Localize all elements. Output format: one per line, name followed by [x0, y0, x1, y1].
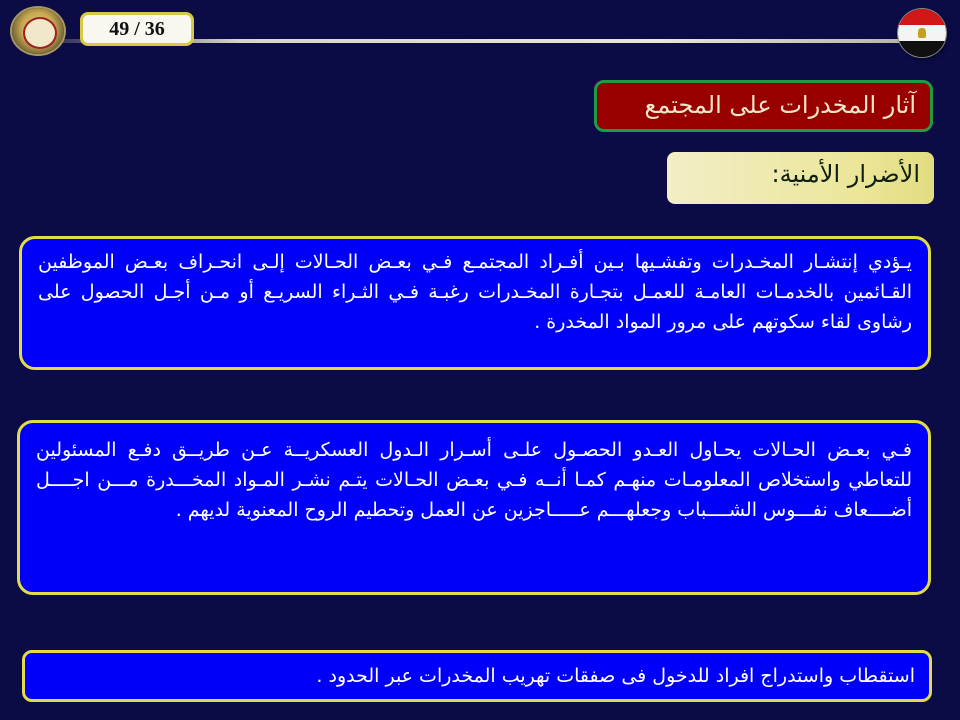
military-emblem-icon — [12, 8, 64, 54]
paragraph-box-3: استقطاب واستدراج افراد للدخول فى صفقات تهريب المخدرات عبر الحدود . — [22, 650, 932, 702]
page-indicator: 49 / 36 — [80, 12, 194, 46]
egypt-flag-icon — [898, 9, 946, 57]
paragraph-box-1: يـؤدي إنتشـار المخـدرات وتفشـيها بـين أفـراد المجتمـع فـي بعـض الحـالات إلـى انحـراف بعـض الموظفين القـائمين بالخدمـات العامـة للعمـل بتجـارة المخـدرات رغبـة فـي الثـراء السريـع أو مـن أجـل الحصول على رشاوى لقاء سكوتهم على مرور المواد المخدرة . — [19, 236, 931, 370]
paragraph-box-2: فـي بعـض الحـالات يحـاول العـدو الحصـول علـى أسـرار الـدول العسكريــة عـن طريــق دفـع المسئولين للتعاطي واستخلاص المعلومـات منهـم كمـا أنــه فـي بعـض الحـالات يتـم نشـر المـواد المخـــدرة مـــن اجــــل أضــــعاف نفـــوس الشــــباب وجعلهـــم عـــــاجزين عن العمل وتحطيم الروح المعنوية لديهم . — [17, 420, 931, 595]
slide-title: آثار المخدرات على المجتمع — [594, 80, 933, 132]
section-subtitle: الأضرار الأمنية: — [667, 152, 934, 204]
